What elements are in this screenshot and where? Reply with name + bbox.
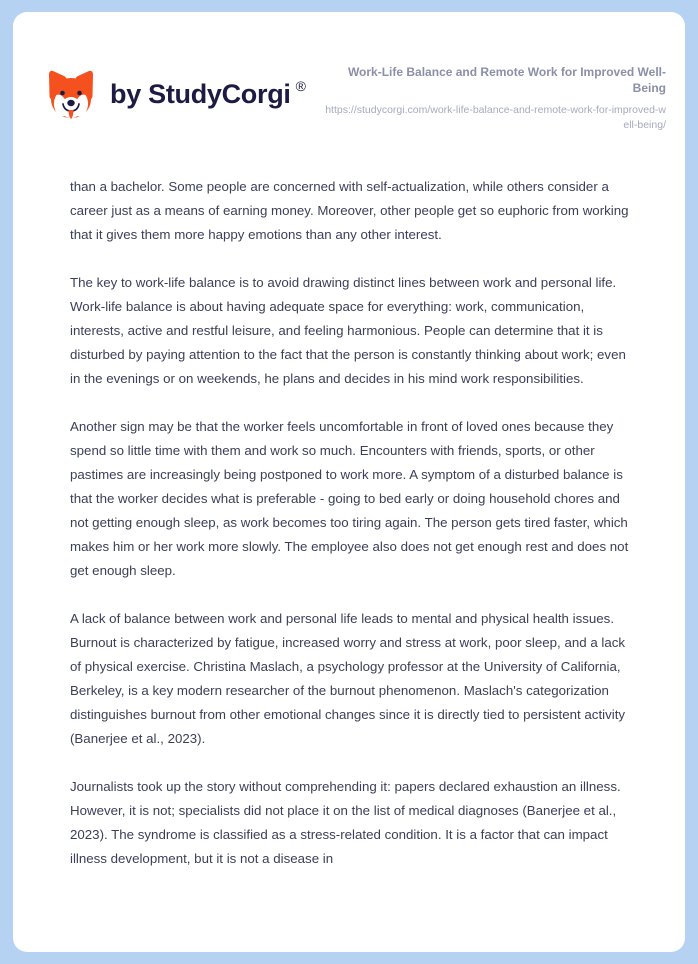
document-page (13, 12, 685, 952)
registered-trademark-icon: ® (295, 77, 306, 94)
document-meta (321, 62, 666, 132)
brand-wordmark (110, 77, 306, 109)
brand-logo[interactable] (46, 62, 306, 120)
document-body (13, 175, 685, 871)
body-paragraph: Another sign may be that the worker feels uncomfortable in front of loved ones because they spend so little time with them and work so much. Encounters with friends, sports, or other pastimes are increasingly being postponed to work more. A symptom of a disturbed balance is that the worker decides what is preferable - going to bed early or doing household chores and not getting enough sleep, as work becomes too tiring again. The person gets tired faster, which makes him or her work more slowly. The employee also does not get enough rest and does not get enough sleep. (70, 418, 629, 578)
corgi-face-icon (46, 68, 96, 120)
document-header (13, 12, 685, 132)
page-title: Work-Life Balance and Remote Work for Improved Well-Being (347, 65, 666, 96)
body-paragraph: Journalists took up the story without comprehending it: papers declared exhaustion an illness. However, it is not; specialists did not place it on the list of medical diagnoses (Banerjee et al., 2023). The syndrome is classified as a stress-related condition. It is a factor that can impact illness development, but it is not a disease in (70, 778, 621, 866)
body-paragraph: A lack of balance between work and personal life leads to mental and physical health issues. Burnout is characterized by fatigue, increased worry and stress at work, poor sleep, and a lack of physical exercise. Christina Maslach, a psychology professor at the University of California, Berkeley, is a key modern researcher of the burnout phenomenon. Maslach's categorization distinguishes burnout from other emotional changes since it is directly tied to persistent activity (Banerjee et al., 2023). (70, 610, 626, 746)
body-paragraph: than a bachelor. Some people are concerned with self-actualization, while others consider a career just as a means of earning money. Moreover, other people get so euphoric from working that it gives them more happy emotions than any other interest. (70, 178, 629, 242)
brand-name: by StudyCorgi (110, 78, 291, 109)
body-paragraph: The key to work-life balance is to avoid drawing distinct lines between work and personal life. Work-life balance is about having adequate space for everything: work, communication, interests, active and restful leisure, and feeling harmonious. People can determine that it is disturbed by paying attention to the fact that the person is constantly thinking about work; even in the evenings or on weekends, he plans and decides in his mind work responsibilities. (70, 274, 626, 386)
source-url-link[interactable]: https://studycorgi.com/work-life-balance-and-remote-work-for-improved-well-being/ (325, 104, 666, 131)
